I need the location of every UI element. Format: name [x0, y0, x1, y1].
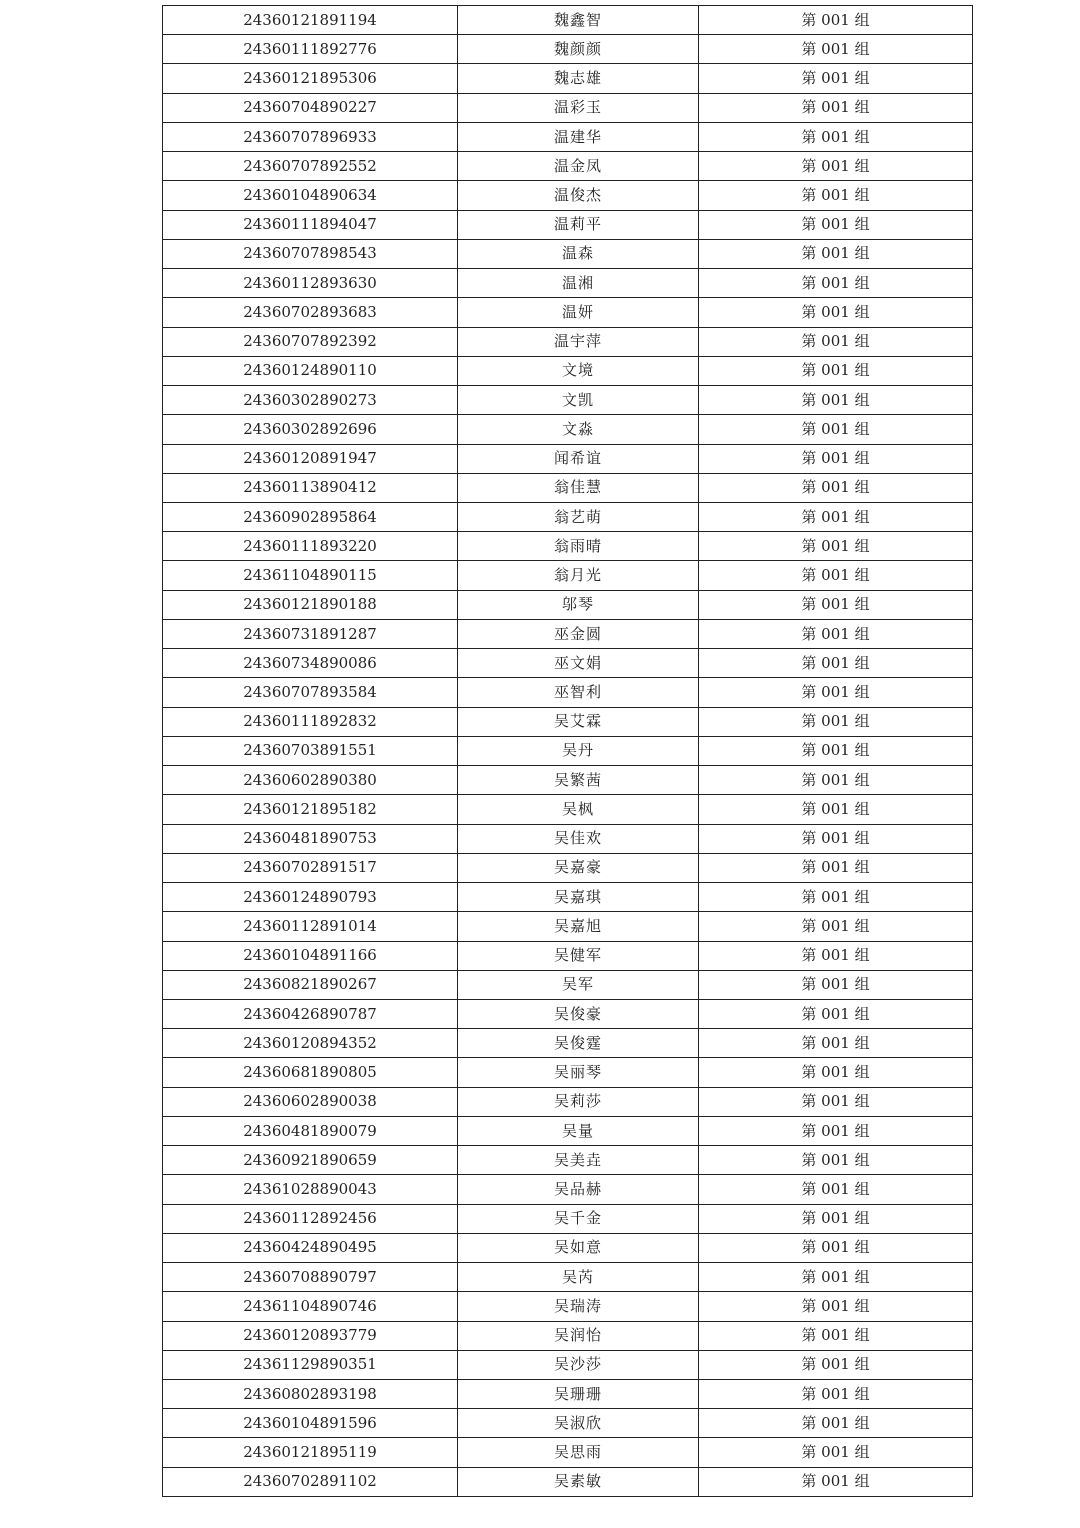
table-row	[163, 1058, 973, 1087]
table-row	[163, 239, 973, 268]
exam-number-cell: 24360704890227	[163, 93, 458, 122]
group-cell: 第 001 组	[699, 970, 973, 999]
exam-number-cell: 24360111894047	[163, 210, 458, 239]
candidate-name-cell: 温宇萍	[458, 327, 699, 356]
group-cell: 第 001 组	[699, 64, 973, 93]
group-cell: 第 001 组	[699, 35, 973, 64]
exam-number-cell: 24360802893198	[163, 1380, 458, 1409]
candidate-name-cell: 温森	[458, 239, 699, 268]
group-cell: 第 001 组	[699, 1409, 973, 1438]
exam-number-cell: 24360121895306	[163, 64, 458, 93]
exam-number-cell: 24360121891194	[163, 6, 458, 35]
candidate-name-cell: 文凯	[458, 386, 699, 415]
group-cell: 第 001 组	[699, 6, 973, 35]
group-cell: 第 001 组	[699, 181, 973, 210]
candidate-name-cell: 吴健军	[458, 941, 699, 970]
group-cell: 第 001 组	[699, 152, 973, 181]
exam-number-cell: 24361104890746	[163, 1292, 458, 1321]
group-cell: 第 001 组	[699, 1233, 973, 1262]
group-cell: 第 001 组	[699, 912, 973, 941]
table-row	[163, 327, 973, 356]
exam-number-cell: 24360707896933	[163, 122, 458, 151]
group-cell: 第 001 组	[699, 210, 973, 239]
exam-number-cell: 24360702891517	[163, 853, 458, 882]
table-row	[163, 649, 973, 678]
table-row	[163, 6, 973, 35]
exam-number-cell: 24361028890043	[163, 1175, 458, 1204]
group-cell: 第 001 组	[699, 239, 973, 268]
candidate-name-cell: 温彩玉	[458, 93, 699, 122]
exam-number-cell: 24360121895119	[163, 1438, 458, 1467]
exam-number-cell: 24360902895864	[163, 502, 458, 531]
table-row	[163, 502, 973, 531]
table-row	[163, 619, 973, 648]
candidate-name-cell: 魏鑫智	[458, 6, 699, 35]
candidate-name-cell: 温莉平	[458, 210, 699, 239]
exam-number-cell: 24360734890086	[163, 649, 458, 678]
candidate-name-cell: 吴繁茜	[458, 766, 699, 795]
group-cell: 第 001 组	[699, 1087, 973, 1116]
group-cell: 第 001 组	[699, 1438, 973, 1467]
candidate-name-cell: 巫金圆	[458, 619, 699, 648]
group-cell: 第 001 组	[699, 444, 973, 473]
table-row	[163, 736, 973, 765]
table-row	[163, 269, 973, 298]
table-row	[163, 1467, 973, 1496]
candidate-name-cell: 吴丽琴	[458, 1058, 699, 1087]
table-row	[163, 795, 973, 824]
candidate-name-cell: 吴淑欣	[458, 1409, 699, 1438]
table-row	[163, 1350, 973, 1379]
exam-number-cell: 24360121895182	[163, 795, 458, 824]
candidate-name-cell: 吴珊珊	[458, 1380, 699, 1409]
candidate-name-cell: 温金凤	[458, 152, 699, 181]
roster-table	[162, 5, 973, 1497]
group-cell: 第 001 组	[699, 766, 973, 795]
table-row	[163, 473, 973, 502]
group-cell: 第 001 组	[699, 999, 973, 1028]
group-cell: 第 001 组	[699, 532, 973, 561]
group-cell: 第 001 组	[699, 298, 973, 327]
table-row	[163, 853, 973, 882]
group-cell: 第 001 组	[699, 1204, 973, 1233]
candidate-name-cell: 吴佳欢	[458, 824, 699, 853]
group-cell: 第 001 组	[699, 386, 973, 415]
candidate-name-cell: 吴思雨	[458, 1438, 699, 1467]
table-row	[163, 912, 973, 941]
exam-number-cell: 24360111893220	[163, 532, 458, 561]
exam-number-cell: 24360707892552	[163, 152, 458, 181]
candidate-name-cell: 吴莉莎	[458, 1087, 699, 1116]
table-row	[163, 1438, 973, 1467]
exam-number-cell: 24361129890351	[163, 1350, 458, 1379]
candidate-name-cell: 温俊杰	[458, 181, 699, 210]
exam-number-cell: 24361104890115	[163, 561, 458, 590]
table-row	[163, 1409, 973, 1438]
exam-number-cell: 24360703891551	[163, 736, 458, 765]
table-row	[163, 1116, 973, 1145]
exam-number-cell: 24360602890380	[163, 766, 458, 795]
candidate-name-cell: 魏颜颜	[458, 35, 699, 64]
table-row	[163, 1321, 973, 1350]
exam-number-cell: 24360302892696	[163, 415, 458, 444]
exam-number-cell: 24360124890793	[163, 883, 458, 912]
table-row	[163, 766, 973, 795]
table-row	[163, 93, 973, 122]
candidate-name-cell: 吴品赫	[458, 1175, 699, 1204]
table-row	[163, 561, 973, 590]
group-cell: 第 001 组	[699, 736, 973, 765]
candidate-name-cell: 吴枫	[458, 795, 699, 824]
candidate-name-cell: 温妍	[458, 298, 699, 327]
candidate-name-cell: 吴量	[458, 1116, 699, 1145]
exam-number-cell: 24360681890805	[163, 1058, 458, 1087]
candidate-name-cell: 吴沙莎	[458, 1350, 699, 1379]
table-row	[163, 999, 973, 1028]
candidate-name-cell: 翁佳慧	[458, 473, 699, 502]
exam-number-cell: 24360424890495	[163, 1233, 458, 1262]
table-row	[163, 824, 973, 853]
group-cell: 第 001 组	[699, 122, 973, 151]
candidate-name-cell: 吴芮	[458, 1263, 699, 1292]
group-cell: 第 001 组	[699, 1350, 973, 1379]
table-row	[163, 181, 973, 210]
table-row	[163, 1087, 973, 1116]
exam-number-cell: 24360707893584	[163, 678, 458, 707]
candidate-name-cell: 邬琴	[458, 590, 699, 619]
candidate-name-cell: 吴俊霆	[458, 1029, 699, 1058]
table-row	[163, 35, 973, 64]
table-row	[163, 1204, 973, 1233]
group-cell: 第 001 组	[699, 356, 973, 385]
table-row	[163, 356, 973, 385]
candidate-name-cell: 吴瑞涛	[458, 1292, 699, 1321]
table-row	[163, 1146, 973, 1175]
group-cell: 第 001 组	[699, 1175, 973, 1204]
table-row	[163, 444, 973, 473]
table-row	[163, 1175, 973, 1204]
candidate-name-cell: 吴润怡	[458, 1321, 699, 1350]
exam-number-cell: 24360302890273	[163, 386, 458, 415]
group-cell: 第 001 组	[699, 327, 973, 356]
table-row	[163, 678, 973, 707]
exam-number-cell: 24360731891287	[163, 619, 458, 648]
group-cell: 第 001 组	[699, 502, 973, 531]
group-cell: 第 001 组	[699, 941, 973, 970]
candidate-name-cell: 翁月光	[458, 561, 699, 590]
exam-number-cell: 24360112892456	[163, 1204, 458, 1233]
candidate-name-cell: 温建华	[458, 122, 699, 151]
exam-number-cell: 24360112893630	[163, 269, 458, 298]
candidate-name-cell: 吴军	[458, 970, 699, 999]
group-cell: 第 001 组	[699, 1263, 973, 1292]
group-cell: 第 001 组	[699, 590, 973, 619]
exam-number-cell: 24360708890797	[163, 1263, 458, 1292]
exam-number-cell: 24360120891947	[163, 444, 458, 473]
exam-number-cell: 24360702893683	[163, 298, 458, 327]
group-cell: 第 001 组	[699, 1380, 973, 1409]
group-cell: 第 001 组	[699, 1029, 973, 1058]
group-cell: 第 001 组	[699, 1321, 973, 1350]
group-cell: 第 001 组	[699, 561, 973, 590]
table-row	[163, 64, 973, 93]
candidate-name-cell: 翁雨晴	[458, 532, 699, 561]
table-row	[163, 707, 973, 736]
candidate-name-cell: 闻希谊	[458, 444, 699, 473]
roster-table-body	[163, 6, 973, 1497]
group-cell: 第 001 组	[699, 707, 973, 736]
exam-number-cell: 24360602890038	[163, 1087, 458, 1116]
group-cell: 第 001 组	[699, 1116, 973, 1145]
candidate-name-cell: 吴嘉豪	[458, 853, 699, 882]
table-row	[163, 1380, 973, 1409]
exam-number-cell: 24360707892392	[163, 327, 458, 356]
exam-number-cell: 24360111892776	[163, 35, 458, 64]
candidate-name-cell: 吴丹	[458, 736, 699, 765]
exam-number-cell: 24360426890787	[163, 999, 458, 1028]
group-cell: 第 001 组	[699, 93, 973, 122]
exam-number-cell: 24360120894352	[163, 1029, 458, 1058]
table-row	[163, 532, 973, 561]
group-cell: 第 001 组	[699, 678, 973, 707]
table-row	[163, 1263, 973, 1292]
exam-number-cell: 24360112891014	[163, 912, 458, 941]
group-cell: 第 001 组	[699, 1292, 973, 1321]
group-cell: 第 001 组	[699, 824, 973, 853]
group-cell: 第 001 组	[699, 415, 973, 444]
table-row	[163, 1233, 973, 1262]
candidate-name-cell: 吴千金	[458, 1204, 699, 1233]
candidate-name-cell: 温湘	[458, 269, 699, 298]
candidate-name-cell: 巫文娟	[458, 649, 699, 678]
roster-sheet	[162, 5, 973, 1497]
table-row	[163, 590, 973, 619]
group-cell: 第 001 组	[699, 649, 973, 678]
candidate-name-cell: 文淼	[458, 415, 699, 444]
table-row	[163, 298, 973, 327]
group-cell: 第 001 组	[699, 883, 973, 912]
exam-number-cell: 24360111892832	[163, 707, 458, 736]
candidate-name-cell: 吴艾霖	[458, 707, 699, 736]
table-row	[163, 941, 973, 970]
exam-number-cell: 24360124890110	[163, 356, 458, 385]
group-cell: 第 001 组	[699, 1058, 973, 1087]
candidate-name-cell: 翁艺萌	[458, 502, 699, 531]
candidate-name-cell: 吴俊豪	[458, 999, 699, 1028]
group-cell: 第 001 组	[699, 853, 973, 882]
table-row	[163, 415, 973, 444]
exam-number-cell: 24360104890634	[163, 181, 458, 210]
table-row	[163, 386, 973, 415]
table-row	[163, 152, 973, 181]
table-row	[163, 210, 973, 239]
candidate-name-cell: 吴嘉琪	[458, 883, 699, 912]
group-cell: 第 001 组	[699, 795, 973, 824]
table-row	[163, 122, 973, 151]
exam-number-cell: 24360707898543	[163, 239, 458, 268]
group-cell: 第 001 组	[699, 1467, 973, 1496]
candidate-name-cell: 吴嘉旭	[458, 912, 699, 941]
candidate-name-cell: 魏志雄	[458, 64, 699, 93]
exam-number-cell: 24360702891102	[163, 1467, 458, 1496]
candidate-name-cell: 巫智利	[458, 678, 699, 707]
exam-number-cell: 24360120893779	[163, 1321, 458, 1350]
exam-number-cell: 24360481890079	[163, 1116, 458, 1145]
exam-number-cell: 24360121890188	[163, 590, 458, 619]
group-cell: 第 001 组	[699, 269, 973, 298]
exam-number-cell: 24360113890412	[163, 473, 458, 502]
group-cell: 第 001 组	[699, 473, 973, 502]
candidate-name-cell: 文境	[458, 356, 699, 385]
group-cell: 第 001 组	[699, 1146, 973, 1175]
candidate-name-cell: 吴素敏	[458, 1467, 699, 1496]
table-row	[163, 1029, 973, 1058]
candidate-name-cell: 吴美垚	[458, 1146, 699, 1175]
table-row	[163, 1292, 973, 1321]
group-cell: 第 001 组	[699, 619, 973, 648]
candidate-name-cell: 吴如意	[458, 1233, 699, 1262]
exam-number-cell: 24360821890267	[163, 970, 458, 999]
exam-number-cell: 24360481890753	[163, 824, 458, 853]
table-row	[163, 883, 973, 912]
exam-number-cell: 24360104891166	[163, 941, 458, 970]
exam-number-cell: 24360104891596	[163, 1409, 458, 1438]
table-row	[163, 970, 973, 999]
exam-number-cell: 24360921890659	[163, 1146, 458, 1175]
